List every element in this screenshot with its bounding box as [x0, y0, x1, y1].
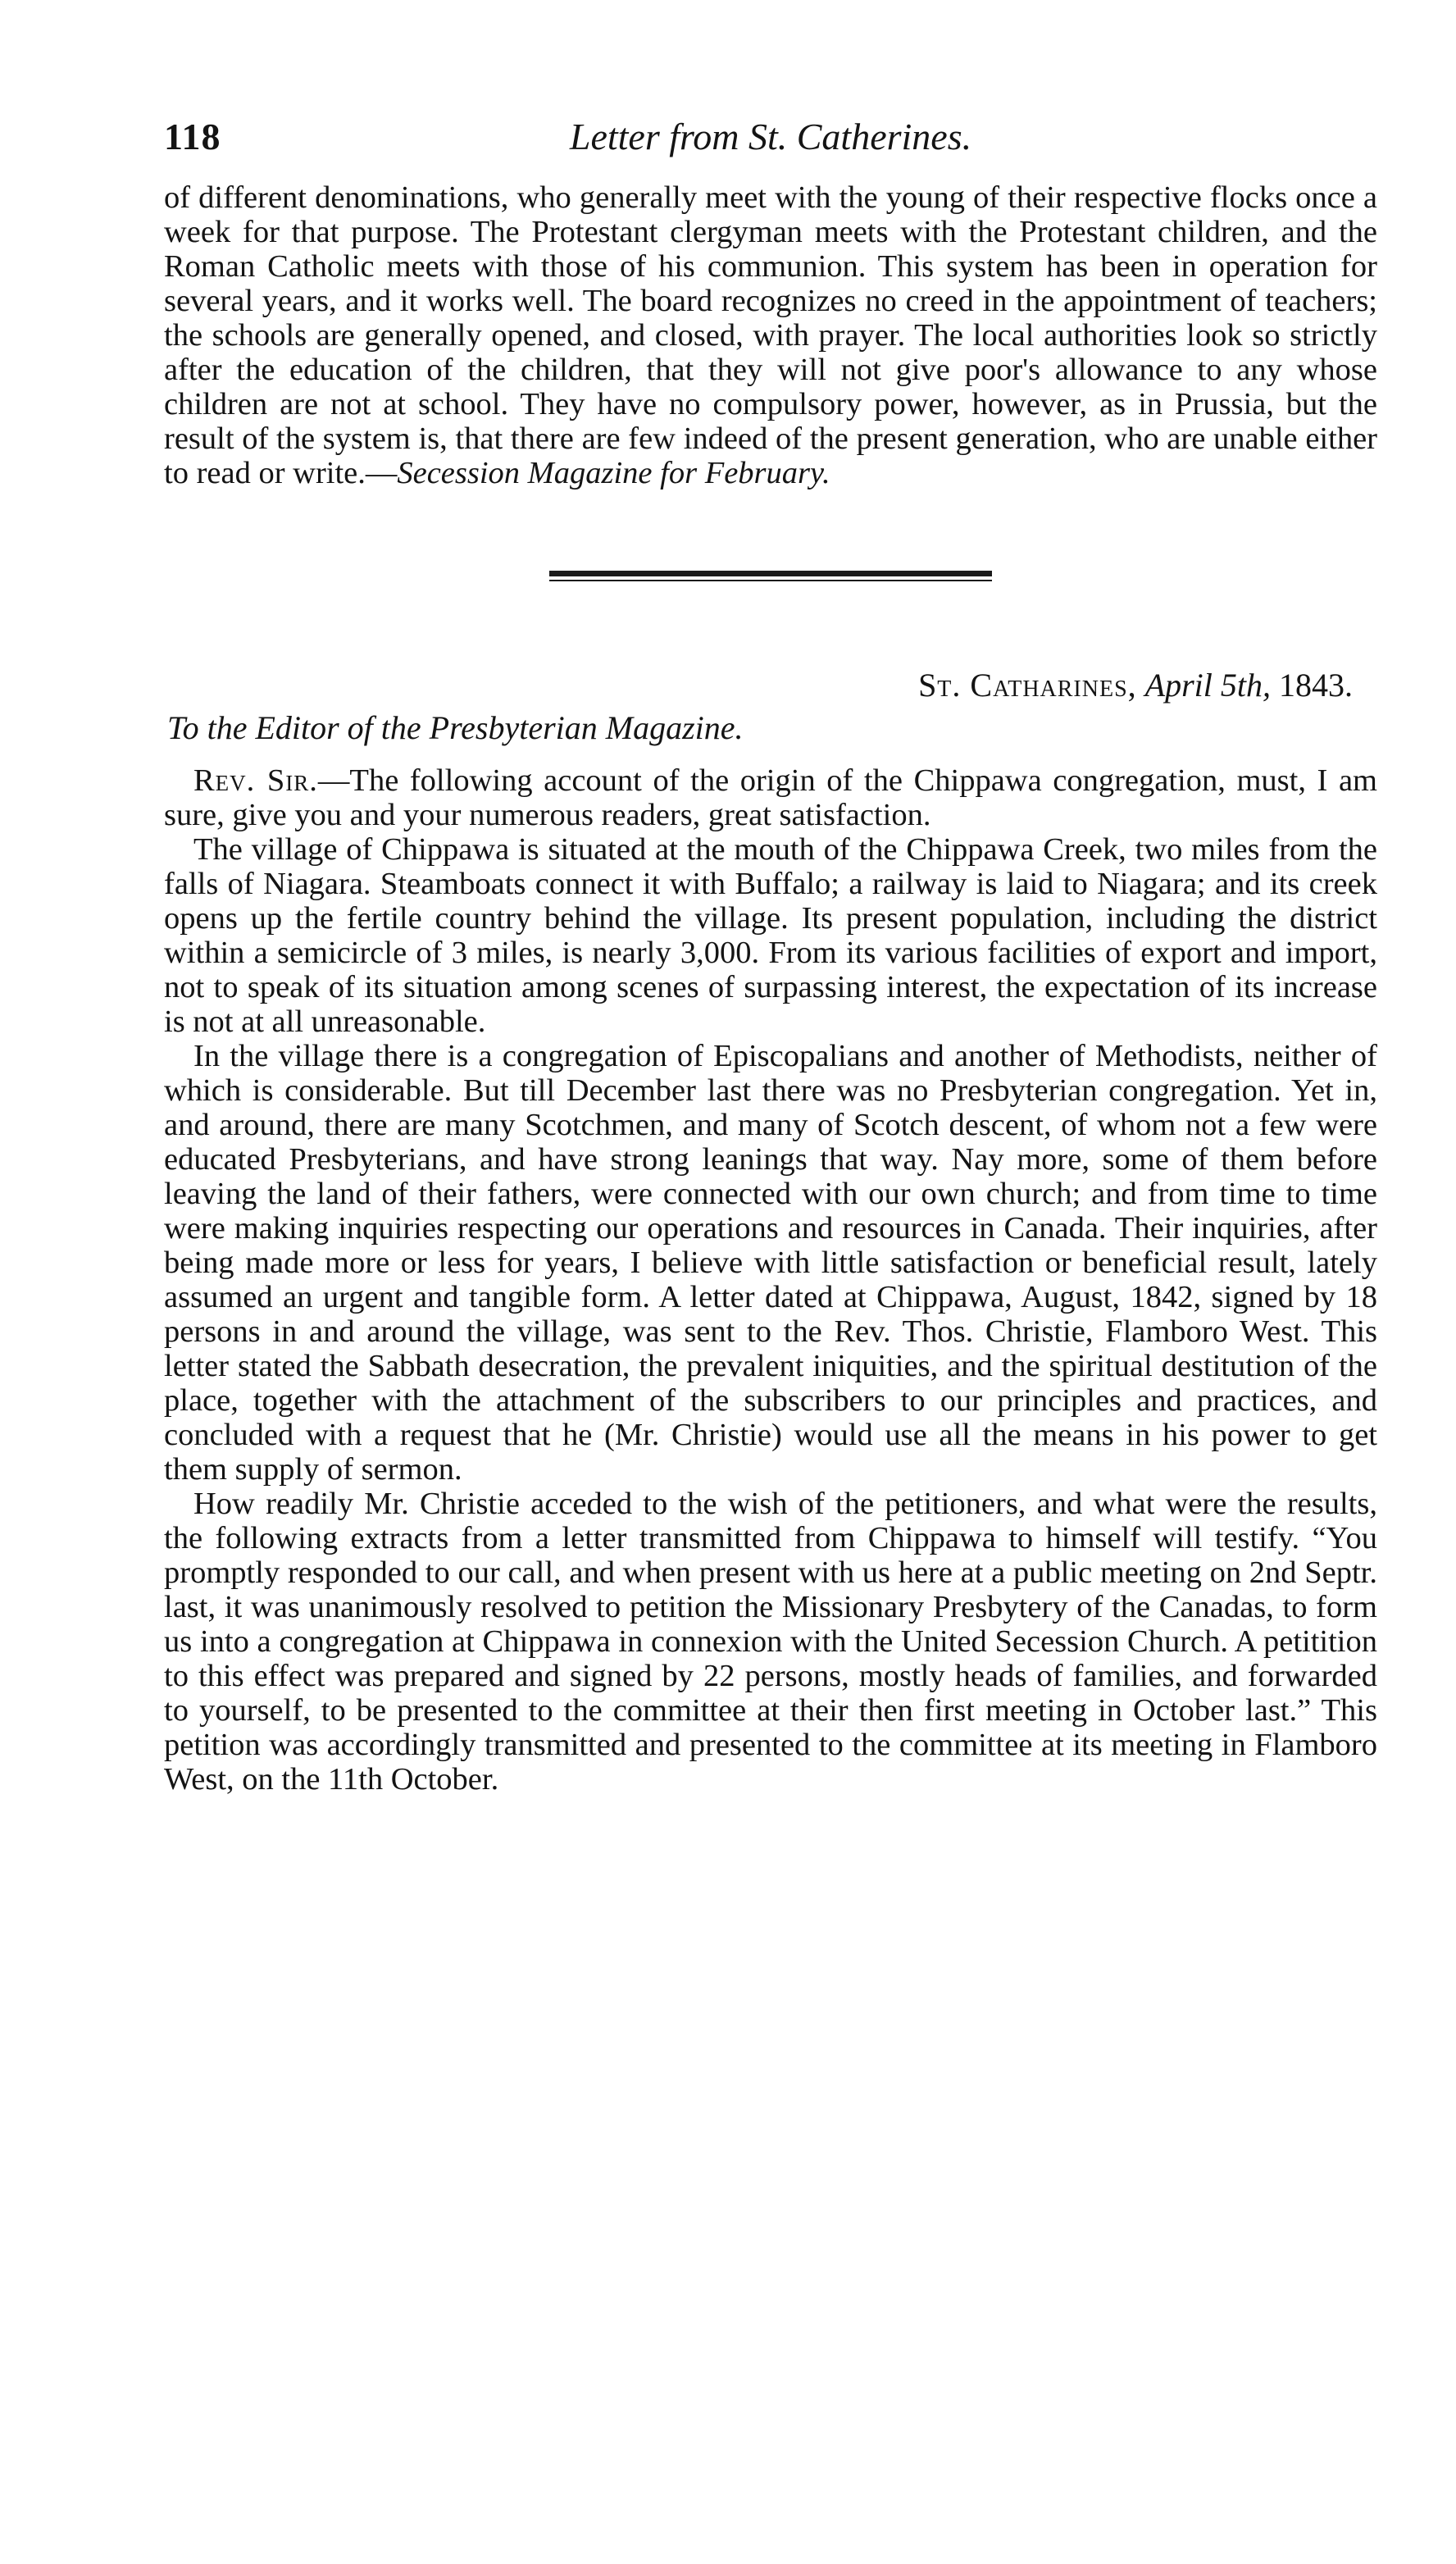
section-divider: [549, 571, 992, 581]
running-head: [164, 115, 1377, 180]
dateline-place: St. Catharines,: [918, 667, 1137, 704]
previous-article-body: of different denominations, who generally meet with the young of their respective flocks once a week for that purpose. The Protestant clergyman meets with the Protestant children, and the Roman Catholic meets with those of his communion. This system has been in operation for several years, and it works well. The board recognizes no creed in the appointment of teachers; the schools are generally opened, and closed, with prayer. The local authorities look so strictly after the education of the children, that they will not give poor's allowance to any whose children are not at school. They have no compulsory power, however, as in Prussia, but the result of the system is, that there are few indeed of the present generation, who are unable either to read or write.—: [164, 180, 1377, 490]
page-number: 118: [164, 116, 221, 157]
divider-thin-rule: [549, 580, 992, 581]
dateline-date: April 5th,: [1144, 667, 1271, 704]
article-source: Secession Magazine for February.: [397, 456, 830, 490]
letter-paragraph: In the village there is a congregation of Episcopalians and another of Methodists, neither of which is considerable. But till December last there was no Presbyterian congregation. Yet in, and around, there are many Scotchmen, and many of Scotch descent, of whom not a few were educated Presbyterians, and have strong leanings that way. Nay more, some of them before leaving the land of their fathers, were connected with our own church; and from time to time were making inquiries respecting our operations and resources in Canada. Their inquiries, after being made more or less for years, I believe with little satisfaction or beneficial result, lately assumed an urgent and tangible form. A letter dated at Chippawa, August, 1842, signed by 18 persons in and around the village, was sent to the Rev. Thos. Christie, Flamboro West. This letter stated the Sabbath desecration, the prevalent iniquities, and the spiritual destitution of the place, together with the attachment of the subscribers to our principles and practices, and concluded with a request that he (Mr. Christie) would use all the means in his power to get them supply of sermon.: [164, 1039, 1377, 1487]
letter-paragraph-text: —The following account of the origin of the Chippawa congregation, must, I am sure, give you and your numerous readers, great satisfaction.: [164, 763, 1377, 832]
letter-dateline: [164, 667, 1377, 704]
letter-addressee: To the Editor of the Presbyterian Magazine.: [167, 709, 744, 746]
letter-paragraph: How readily Mr. Christie acceded to the wish of the petitioners, and what were the results, the following extracts from a letter transmitted from Chippawa to himself will testify. “You promptly responded to our call, and when present with us here at a public meeting on 2nd Septr. last, it was unanimously resolved to petition the Missionary Presbytery of the Canadas, to form us into a congregation at Chippawa in connexion with the United Secession Church. A petitition to this effect was prepared and signed by 22 persons, mostly heads of families, and forwarded to yourself, to be presented to the committee at their then first meeting in October last.” This petition was accordingly transmitted and presented to the committee at its meeting in Flamboro West, on the 11th October.: [164, 1487, 1377, 1797]
dateline-year: 1843.: [1279, 667, 1353, 704]
letter-paragraph: [164, 763, 1377, 832]
running-title: Letter from St. Catherines.: [569, 116, 972, 157]
book-page: [164, 115, 1377, 1797]
letter-paragraph: The village of Chippawa is situated at the mouth of the Chippawa Creek, two miles from the falls of Niagara. Steamboats connect it with Buffalo; a railway is laid to Niagara; and its creek opens up the fertile country behind the village. Its present population, including the district within a semicircle of 3 miles, is nearly 3,000. From its various facilities of export and import, not to speak of its situation among scenes of surpassing interest, the expectation of its increase is not at all unreasonable.: [164, 832, 1377, 1039]
divider-thick-rule: [549, 571, 992, 576]
previous-article-text: [164, 180, 1377, 490]
letter-greeting: Rev. Sir.: [193, 763, 318, 798]
letter-body: [164, 763, 1377, 1797]
